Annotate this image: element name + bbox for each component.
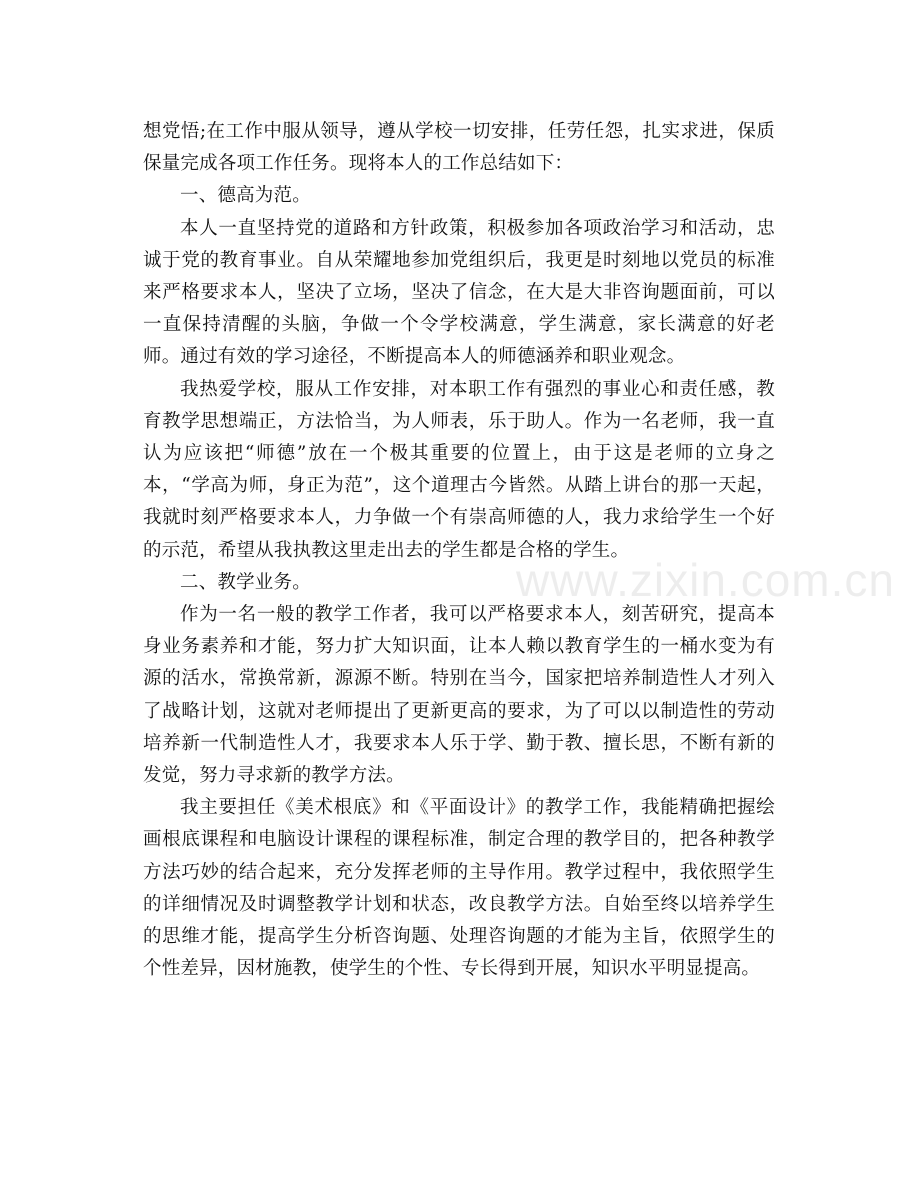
paragraph-teaching-professional: 作为一名一般的教学工作者，我可以严格要求本人，刻苦研究，提高本身业务素养和才能，努力扩大知识面，让本人赖以教育学生的一桶水变为有源的活水，常换常新，源源不断。特别在当今，国家把培养制造性人才列入了战略计划，这就对老师提出了更新更高的要求，为了可以以制造性的劳动培养新一代制造性人才，我要求本人乐于学、勤于教、擅长思，不断有新的发觉，努力寻求新的教学方法。 — [143, 604, 775, 787]
section-heading-1: 一、德高为范。 — [180, 185, 311, 207]
paragraph-party-ethics: 本人一直坚持党的道路和方针政策，积极参加各项政治学习和活动，忠诚于党的教育事业。自从荣耀地参加党组织后，我更是时刻地以党员的标准来严格要求本人，坚决了立场，坚决了信念，在大是大非咨询题面前，可以一直保持清醒的头脑，争做一个令学校满意，学生满意，家长满意的好老师。通过有效的学习途径，不断提高本人的师德涵养和职业观念。 — [143, 217, 775, 368]
watermark: www.zixin.com.cn — [516, 554, 895, 606]
document-body — [143, 116, 775, 985]
paragraph-intro-continuation: 想党悟;在工作中服从领导，遵从学校一切安排，任劳任怨，扎实求进，保质保量完成各项工作任务。现将本人的工作总结如下： — [143, 121, 775, 175]
section-heading-2: 二、教学业务。 — [180, 571, 311, 593]
paragraph-courses: 我主要担任《美术根底》和《平面设计》的教学工作，我能精确把握绘画根底课程和电脑设计课程的课程标准，制定合理的教学目的，把各种教学方法巧妙的结合起来，充分发挥老师的主导作用。教学过程中，我依照学生的详细情况及时调整教学计划和状态，改良教学方法。自始至终以培养学生的思维才能，提高学生分析咨询题、处理咨询题的才能为主旨，依照学生的个性差异，因材施教，使学生的个性、专长得到开展，知识水平明显提高。 — [143, 797, 775, 980]
paragraph-teacher-ethics: 我热爱学校，服从工作安排，对本职工作有强烈的事业心和责任感，教育教学思想端正，方法恰当，为人师表，乐于助人。作为一名老师，我一直认为应该把“师德”放在一个极其重要的位置上，由于这是老师的立身之本，“学高为师，身正为范”，这个道理古今皆然。从踏上讲台的那一天起，我就时刻严格要求本人，力争做一个有崇高师德的人，我力求给学生一个好的示范，希望从我执教这里走出去的学生都是合格的学生。 — [143, 378, 775, 561]
